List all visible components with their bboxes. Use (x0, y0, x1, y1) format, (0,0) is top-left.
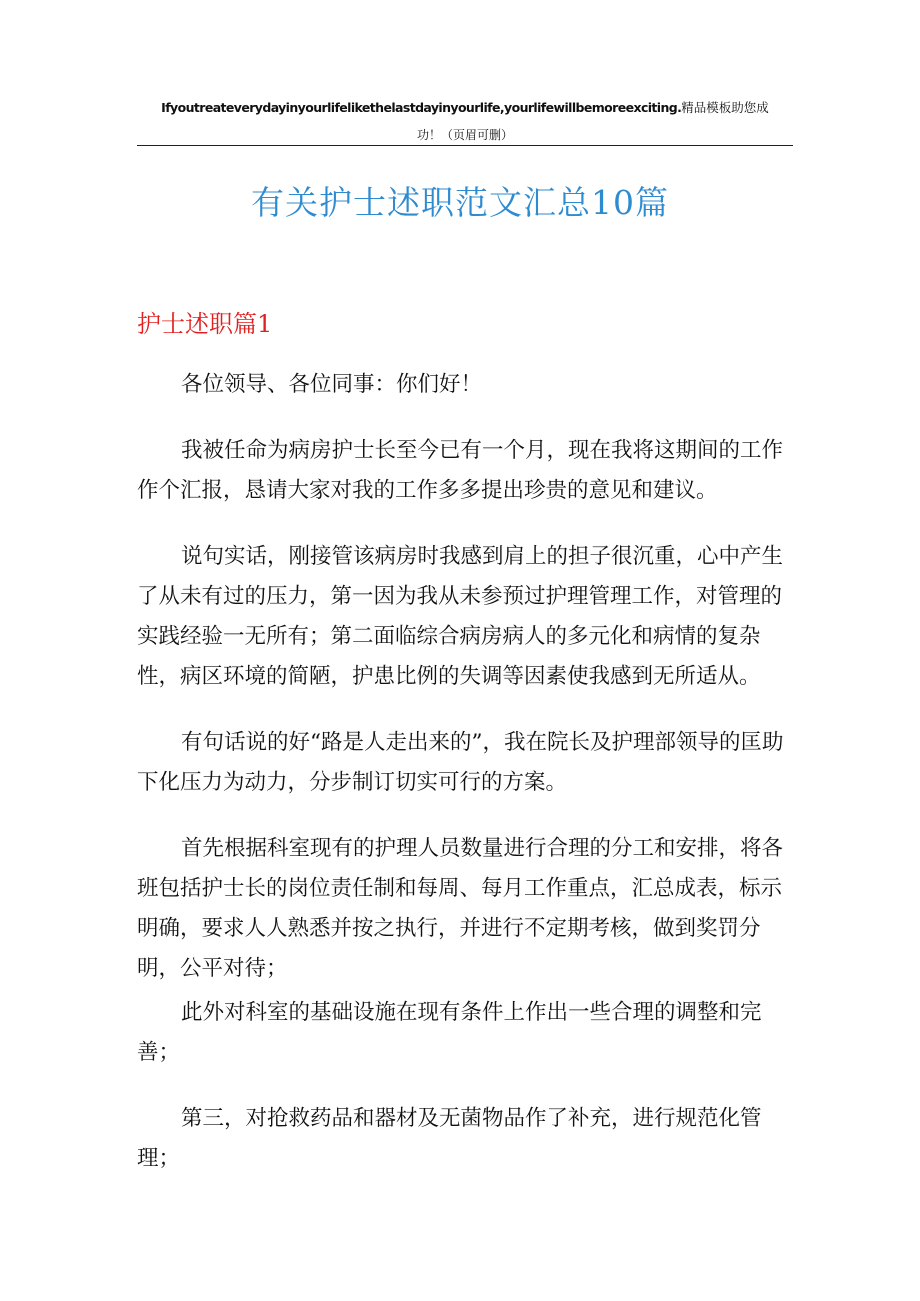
paragraph: 有句话说的好“路是人走出来的”，我在院长及护理部领导的匡助下化压力为动力，分步制订切实可行的方案。 (137, 730, 784, 795)
document-title: 有关护士述职范文汇总10篇 (251, 183, 669, 222)
paragraph: 我被任命为病房护士长至今已有一个月，现在我将这期间的工作作个汇报，恳请大家对我的工作多多提出珍贵的意见和建议。 (137, 438, 784, 503)
paragraph: 首先根据科室现有的护理人员数量进行合理的分工和安排，将各班包括护士长的岗位责任制和每周、每月工作重点，汇总成表，标示明确，要求人人熟悉并按之执行，并进行不定期考核，做到奖罚分明，公平对待； (137, 836, 784, 981)
header-divider (137, 145, 793, 146)
page-header (137, 96, 793, 148)
paragraph: 说句实话，刚接管该病房时我感到肩上的担子很沉重，心中产生了从未有过的压力，第一因为我从未参预过护理管理工作，对管理的实践经验一无所有；第二面临综合病房病人的多元化和病情的复杂性，病区环境的简陋，护患比例的失调等因素使我感到无所适从。 (137, 544, 784, 689)
document-body (137, 365, 797, 1179)
paragraph: 此外对科室的基础设施在现有条件上作出一些合理的调整和完善； (137, 1000, 762, 1065)
header-motto-en: Ifyoutreateverydayinyourlifelikethelastdayinyourlife,yourlifewillbemoreexciting. (161, 100, 682, 115)
header-note: 功！（页眉可删） (416, 128, 513, 142)
paragraph-greeting: 各位领导、各位同事：你们好！ (181, 372, 483, 397)
header-motto (137, 96, 793, 120)
paragraph: 第三，对抢救药品和器材及无菌物品作了补充，进行规范化管理； (137, 1106, 762, 1171)
header-motto-cn: 精品模板助您成 (681, 100, 769, 115)
section-title: 护士述职篇1 (137, 310, 273, 338)
